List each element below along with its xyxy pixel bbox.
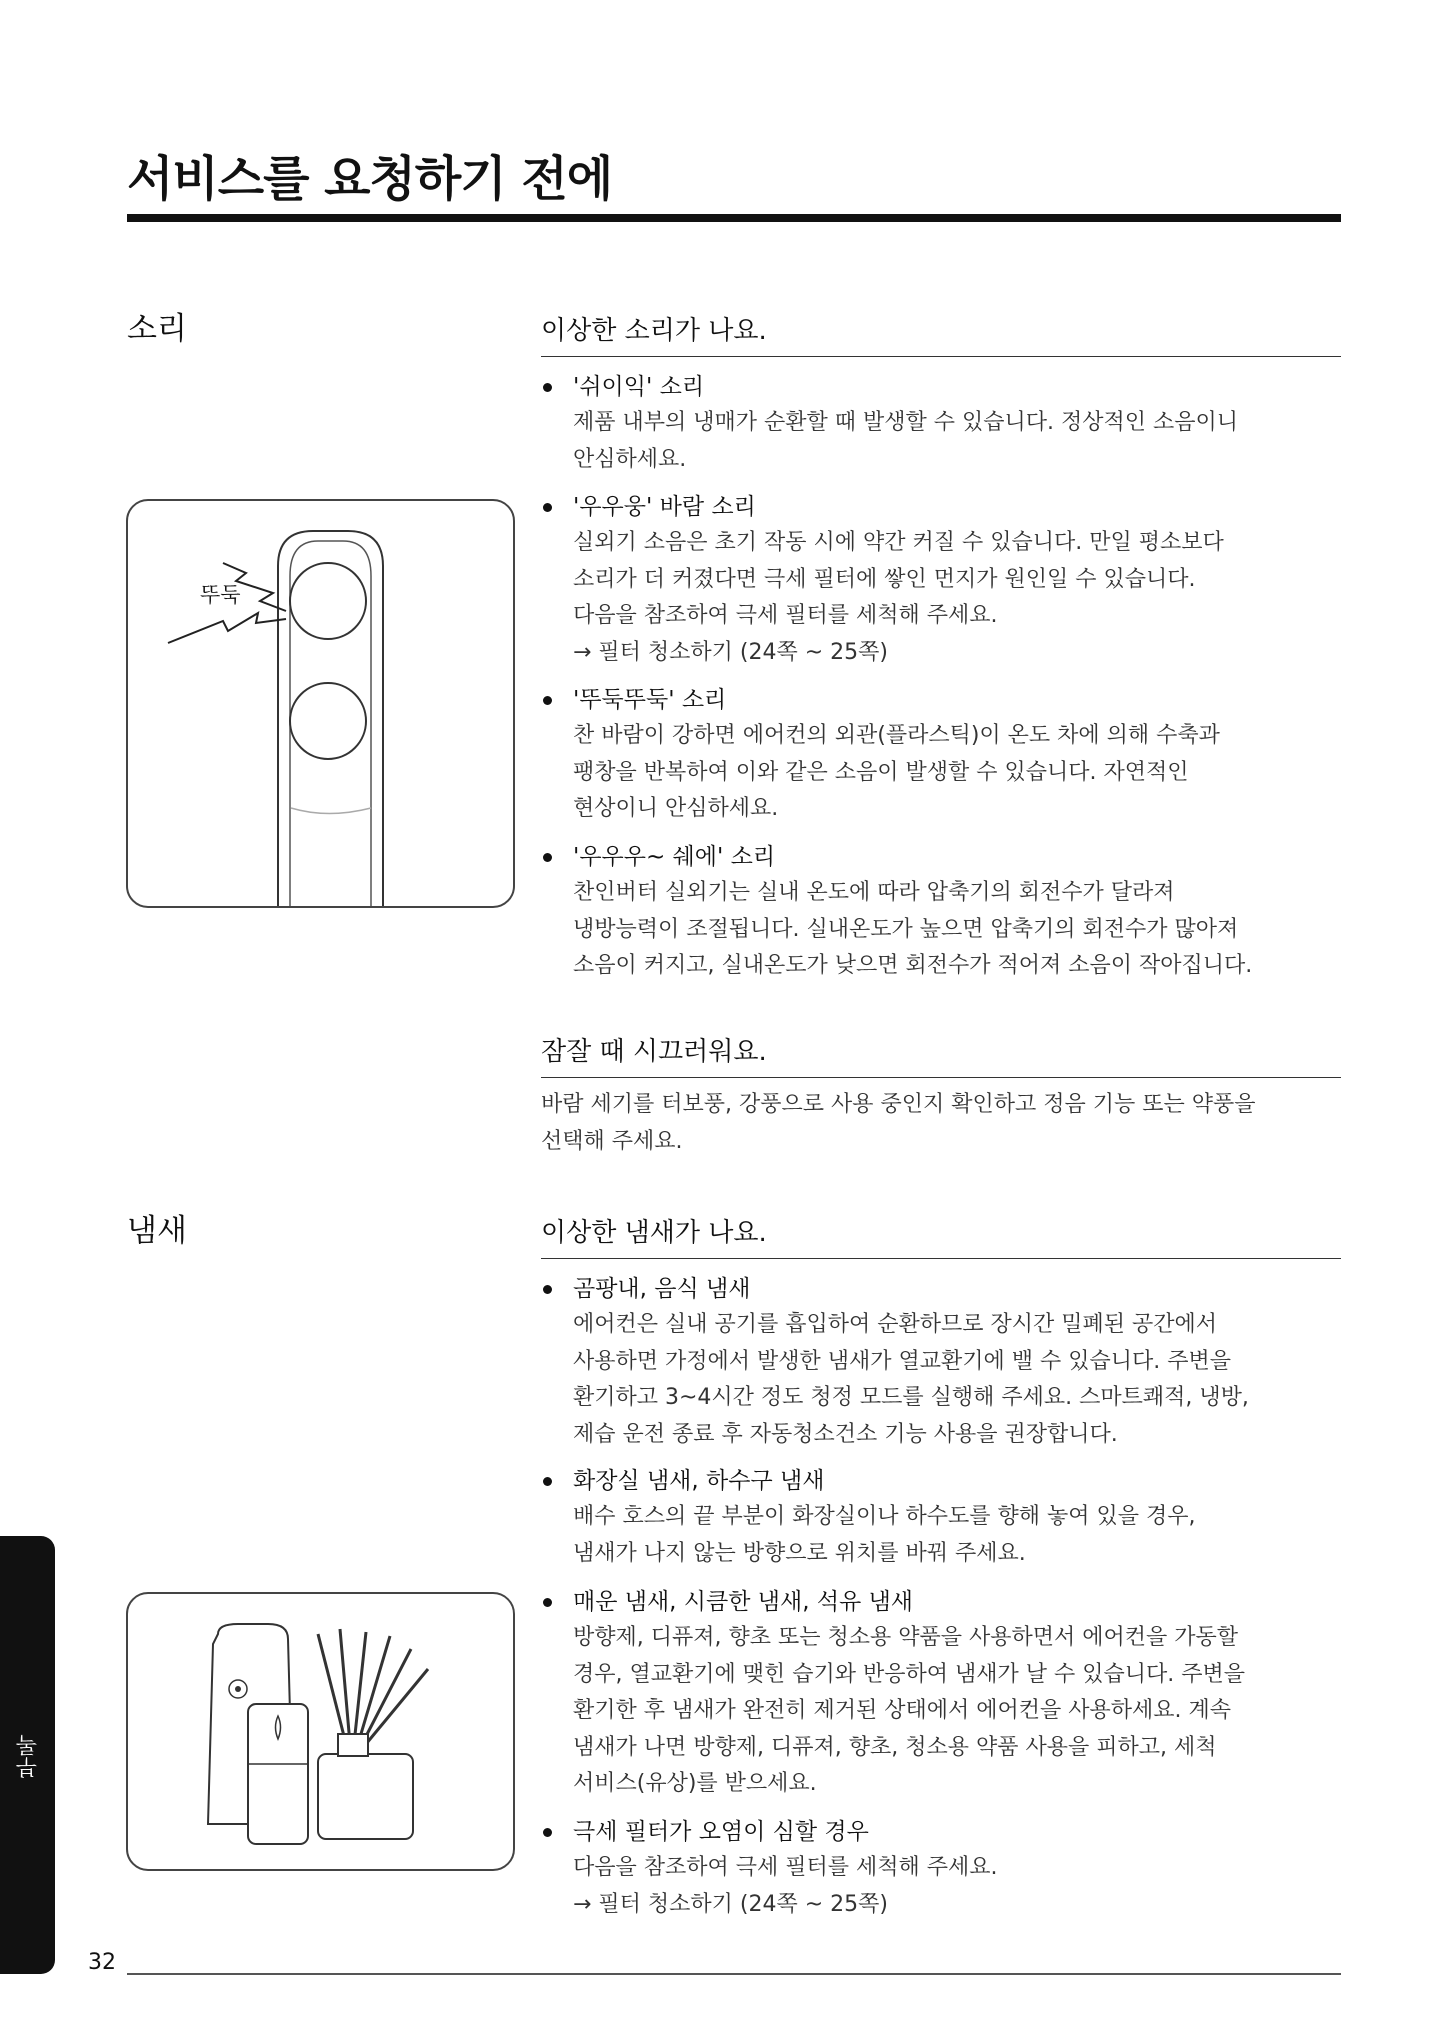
list-item xyxy=(541,1272,1341,1453)
page-reference-link: → 필터 청소하기 (24쪽 ~ 25쪽) xyxy=(573,1891,889,1917)
list-item-title: '우우웅' 바람 소리 xyxy=(541,490,1341,525)
list-item-line: 찬인버터 실외기는 실내 온도에 따라 압축기의 회전수가 달라져 xyxy=(573,880,1175,905)
paragraph-line: 선택해 주세요. xyxy=(541,1129,683,1154)
noisy-sleep-text xyxy=(541,1086,1341,1160)
list-item-title: 화장실 냄새, 하수구 냄새 xyxy=(541,1464,1341,1499)
list-item-title: '뚜둑뚜둑' 소리 xyxy=(541,683,1341,718)
list-item-line: 소음이 커지고, 실내온도가 낮으면 회전수가 적어져 소음이 작아집니다. xyxy=(573,953,1253,978)
section-label-smell: 냄새 xyxy=(127,1213,187,1249)
list-item-line: 다음을 참조하여 극세 필터를 세척해 주세요. xyxy=(573,1855,998,1880)
smell-illustration xyxy=(126,1592,515,1871)
air-conditioner-illustration xyxy=(128,501,513,906)
list-item xyxy=(541,1815,1341,1923)
list-item-line: 실외기 소음은 초기 작동 시에 약간 커질 수 있습니다. 만일 평소보다 xyxy=(573,530,1224,555)
list-item-line: 제품 내부의 냉매가 순환할 때 발생할 수 있습니다. 정상적인 소음이니 xyxy=(573,410,1238,435)
page-title: 서비스를 요청하기 전에 xyxy=(127,151,613,207)
list-item-line: 환기한 후 냄새가 완전히 제거된 상태에서 에어컨을 사용하세요. 계속 xyxy=(573,1698,1231,1723)
list-item-title: '우우우~ 쉐에' 소리 xyxy=(541,840,1341,875)
sub-heading-strange-noise: 이상한 소리가 나요. xyxy=(541,310,1341,357)
list-item-line: 배수 호스의 끝 부분이 화장실이나 하수도를 향해 놓여 있을 경우, xyxy=(573,1504,1196,1529)
list-item xyxy=(541,490,1341,671)
air-freshener-illustration xyxy=(128,1594,513,1869)
list-item-title: 곰팡내, 음식 냄새 xyxy=(541,1272,1341,1307)
list-item-line: 안심하세요. xyxy=(573,446,687,472)
title-rule xyxy=(127,214,1341,222)
list-item-line: 경우, 열교환기에 맺힌 습기와 반응하여 냄새가 날 수 있습니다. 주변을 xyxy=(573,1661,1245,1687)
sub-heading-strange-smell: 이상한 냄새가 나요. xyxy=(541,1212,1341,1259)
sub-heading-noisy-sleep: 잠잘 때 시끄러워요. xyxy=(541,1031,1341,1078)
list-item-line: 냄새가 나지 않는 방향으로 위치를 바꿔 주세요. xyxy=(573,1540,1026,1566)
page-reference-link: → 필터 청소하기 (24쪽 ~ 25쪽) xyxy=(573,639,889,665)
section-label-noise: 소리 xyxy=(127,311,187,347)
list-item-line: 방향제, 디퓨져, 향초 또는 청소용 약품을 사용하면서 에어컨을 가동할 xyxy=(573,1625,1238,1650)
list-item-line: 다음을 참조하여 극세 필터를 세척해 주세요. xyxy=(573,603,998,628)
list-item xyxy=(541,1464,1341,1572)
list-item-line: 냄새가 나면 방향제, 디퓨져, 향초, 청소용 약품 사용을 피하고, 세척 xyxy=(573,1734,1217,1760)
paragraph-line: 바람 세기를 터보풍, 강풍으로 사용 중인지 확인하고 정음 기능 또는 약풍을 xyxy=(541,1092,1256,1117)
list-item xyxy=(541,1585,1341,1803)
list-item xyxy=(541,370,1341,478)
list-item-title: '쉬이익' 소리 xyxy=(541,370,1341,405)
list-item-title: 매운 냄새, 시큼한 냄새, 석유 냄새 xyxy=(541,1585,1341,1620)
list-item-line: 환기하고 3~4시간 정도 청정 모드를 실행해 주세요. 스마트쾌적, 냉방, xyxy=(573,1385,1249,1410)
noise-illustration xyxy=(126,499,515,908)
list-item xyxy=(541,840,1341,985)
list-item-line: 에어컨은 실내 공기를 흡입하여 순환하므로 장시간 밀폐된 공간에서 xyxy=(573,1312,1218,1337)
list-item-line: 팽창을 반복하여 이와 같은 소음이 발생할 수 있습니다. 자연적인 xyxy=(573,759,1189,785)
list-item-line: 찬 바람이 강하면 에어컨의 외관(플라스틱)이 온도 차에 의해 수축과 xyxy=(573,723,1220,748)
crack-sound-label: 뚜둑 xyxy=(200,583,241,607)
side-tab-label: 부록 xyxy=(16,1735,41,1779)
list-item-line: 사용하면 가정에서 발생한 냄새가 열교환기에 밸 수 있습니다. 주변을 xyxy=(573,1348,1231,1374)
list-item-line: 냉방능력이 조절됩니다. 실내온도가 높으면 압축기의 회전수가 많아져 xyxy=(573,916,1239,942)
footer-rule xyxy=(127,1973,1341,1975)
list-item xyxy=(541,683,1341,828)
page-number: 32 xyxy=(88,1950,116,1975)
list-item-line: 소리가 더 커졌다면 극세 필터에 쌓인 먼지가 원인일 수 있습니다. xyxy=(573,566,1196,592)
list-item-line: 현상이니 안심하세요. xyxy=(573,796,779,821)
list-item-line: 서비스(유상)를 받으세요. xyxy=(573,1771,817,1796)
list-item-title: 극세 필터가 오염이 심할 경우 xyxy=(541,1815,1341,1850)
list-item-line: 제습 운전 종료 후 자동청소건소 기능 사용을 권장합니다. xyxy=(573,1421,1118,1447)
